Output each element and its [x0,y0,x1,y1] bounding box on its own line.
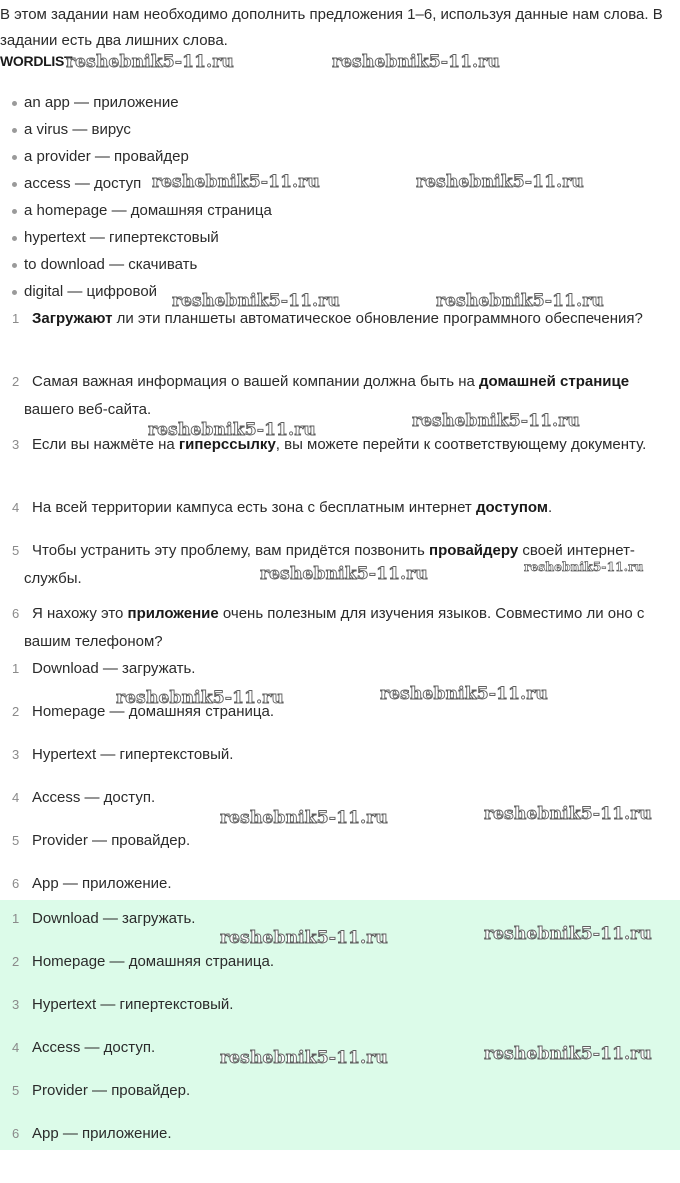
answer-number: 6 [12,1126,20,1141]
watermark: reshebnik5-11.ru [412,411,580,431]
highlighted-answers-box [0,900,680,1150]
watermark: reshebnik5-11.ru [220,928,388,948]
watermark: reshebnik5-11.ru [416,172,584,192]
answer-number: 4 [12,1040,20,1055]
answer-number: 6 [12,876,20,891]
highlighted-answer-item: 2 Homepage — домашняя страница. [0,948,680,976]
watermark: reshebnik5-11.ru [220,1048,388,1068]
sentence-item: 3 Если вы нажмёте на гиперссылку, вы можете перейти к соответствующему документу. [0,431,680,459]
watermark: reshebnik5-11.ru [172,291,340,311]
sentence-number: 6 [12,606,20,621]
watermark: reshebnik5-11.ru [380,684,548,704]
sentence-item: 1 Загружают ли эти планшеты автоматическое обновление программного обеспечения? [0,305,680,333]
wordlist [0,89,272,305]
sentence-item: 6 Я нахожу это приложение очень полезным для изучения языков. Совместимо ли оно с вашим телефоном? [0,600,680,656]
wordlist-item: access — доступ [0,170,272,197]
watermark: reshebnik5-11.ru [484,1044,652,1064]
answer-number: 3 [12,747,20,762]
bullet-icon [12,263,17,268]
sentence-item: 5 Чтобы устранить эту проблему, вам придётся позвонить провайдеру своей интернет-службы. [0,537,680,593]
highlighted-answer-item: 6 App — приложение. [0,1120,680,1148]
wordlist-item: a homepage — домашняя страница [0,197,272,224]
watermark: reshebnik5-11.ru [66,52,234,72]
watermark: reshebnik5-11.ru [152,172,320,192]
answer-item: 5 Provider — провайдер. [0,827,680,855]
bullet-icon [12,209,17,214]
answer-item: 3 Hypertext — гипертекстовый. [0,741,680,769]
watermark: reshebnik5-11.ru [220,808,388,828]
wordlist-item: to download — скачивать [0,251,272,278]
answer-number: 2 [12,954,20,969]
bullet-icon [12,155,17,160]
highlighted-answer-item: 3 Hypertext — гипертекстовый. [0,991,680,1019]
wordlist-item: digital — цифровой [0,278,272,305]
sentence-number: 3 [12,437,20,452]
bullet-icon [12,128,17,133]
bullet-icon [12,101,17,106]
watermark: reshebnik5-11.ru [436,291,604,311]
bullet-icon [12,182,17,187]
watermark: reshebnik5-11.ru [332,52,500,72]
answer-number: 4 [12,790,20,805]
wordlist-item: a virus — вирус [0,116,272,143]
answer-number: 3 [12,997,20,1012]
answer-number: 2 [12,704,20,719]
sentence-item: 2 Самая важная информация о вашей компании должна быть на домашней странице вашего веб-сайта. [0,368,680,424]
watermark: reshebnik5-11.ru [260,564,428,584]
sentence-number: 2 [12,374,20,389]
wordlist-heading: WORDLIST [0,53,73,69]
watermark: reshebnik5-11.ru [484,924,652,944]
answer-item: 1 Download — загружать. [0,655,680,683]
answer-number: 1 [12,911,20,926]
sentence-number: 4 [12,500,20,515]
watermark: reshebnik5-11.ru [524,560,644,574]
answer-item: 4 Access — доступ. [0,784,680,812]
sentence-number: 5 [12,543,20,558]
answer-number: 1 [12,661,20,676]
intro-text: В этом задании нам необходимо дополнить предложения 1–6, используя данные нам слова. В задании есть два лишних слова. [0,6,663,49]
wordlist-item: hypertext — гипертекстовый [0,224,272,251]
watermark: reshebnik5-11.ru [484,804,652,824]
watermark: reshebnik5-11.ru [116,688,284,708]
wordlist-item: an app — приложение [0,89,272,116]
watermark: reshebnik5-11.ru [148,420,316,440]
sentence-number: 1 [12,311,20,326]
answer-number: 5 [12,1083,20,1098]
highlighted-answer-item: 5 Provider — провайдер. [0,1077,680,1105]
bullet-icon [12,290,17,295]
highlighted-answer-item: 4 Access — доступ. [0,1034,680,1062]
bullet-icon [12,236,17,241]
sentence-item: 4 На всей территории кампуса есть зона с бесплатным интернет доступом. [0,494,680,522]
answer-number: 5 [12,833,20,848]
highlighted-answer-item: 1 Download — загружать. [0,905,680,933]
wordlist-item: a provider — провайдер [0,143,272,170]
answer-item: 2 Homepage — домашняя страница. [0,698,680,726]
answer-item: 6 App — приложение. [0,870,680,898]
